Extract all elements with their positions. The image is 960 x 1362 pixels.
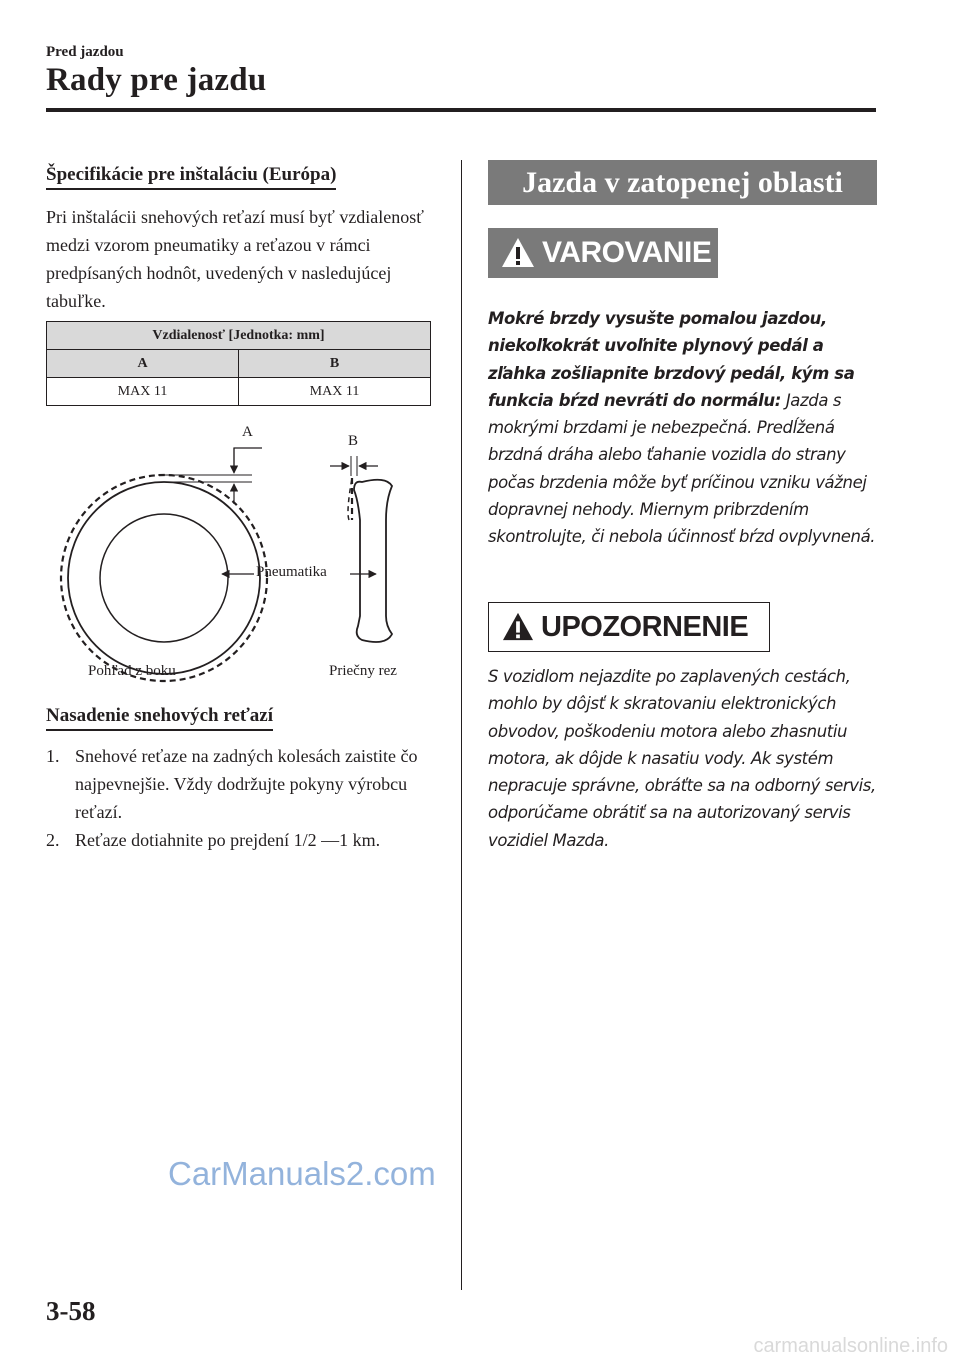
page-number: 3-58 <box>46 1296 96 1326</box>
list-item <box>46 742 446 826</box>
warning-content <box>488 305 883 551</box>
tire-chain-diagram <box>46 420 436 690</box>
snow-chain-figure <box>46 420 436 690</box>
warning-box <box>488 228 718 278</box>
label-tire: Pneumatika <box>256 564 327 580</box>
warning-label: VAROVANIE <box>542 236 712 269</box>
section-label: Pred jazdou <box>46 44 124 60</box>
label-side-view: Pohľad z boku <box>88 663 176 679</box>
warning-bold-text: Mokré brzdy vysušte pomalou jazdou, niekoľkokrát uvoľnite plynový pedál a zľahka zošliapnite brzdový pedál, kým sa funkcia bŕzd nevráti do normálu: <box>488 309 855 410</box>
list-item <box>46 826 415 854</box>
spec-table-col-a: A <box>47 350 239 378</box>
caution-triangle-icon <box>501 611 535 642</box>
spec-table-col-b: B <box>239 350 431 378</box>
section-banner: Jazda v zatopenej oblasti <box>488 160 877 205</box>
page-title: Rady pre jazdu <box>46 62 267 98</box>
spec-table <box>46 321 431 406</box>
step-text: Reťaze dotiahnite po prejdení 1/2 —1 km. <box>75 830 381 850</box>
spec-table-value-a: MAX 11 <box>47 378 239 406</box>
header-divider <box>46 108 876 112</box>
step-number: 2. <box>46 830 60 850</box>
column-divider <box>461 160 462 1290</box>
watermark: CarManuals2.com <box>168 1155 436 1192</box>
spec-table-value-b: MAX 11 <box>239 378 431 406</box>
spec-heading: Špecifikácie pre inštaláciu (Európa) <box>46 164 336 190</box>
caution-label: UPOZORNENIE <box>541 611 749 643</box>
label-b: B <box>348 433 359 449</box>
site-watermark: carmanualsonline.info <box>753 1335 948 1357</box>
spec-table-header: Vzdialenosť [Jednotka: mm] <box>47 322 431 350</box>
label-cross-section: Priečny rez <box>329 663 397 679</box>
mount-steps <box>46 742 446 854</box>
mount-heading: Nasadenie snehových reťazí <box>46 705 273 731</box>
caution-box <box>488 602 770 652</box>
warning-text: Jazda s mokrými brzdami je nebezpečná. Predĺžená brzdná dráha alebo ťahanie vozidla do strany počas brzdenia môže byť príčinou vzniku vážnej dopravnej nehody. Miernym pribrzdením skontrolujte, či nebola účinnosť bŕzd ovplyvnená. <box>488 390 876 547</box>
caution-text: S vozidlom nejazdite po zaplavených cestách, mohlo by dôjsť k skratovaniu elektronických obvodov, poškodeniu motora alebo zhasnutiu motora, ak dôjde k nasatiu vody. Ak systém nepracuje správne, obráťte sa na odborný servis, odporúčame obrátiť sa na autorizovaný servis vozidiel Mazda. <box>488 667 876 850</box>
spec-paragraph: Pri inštalácii snehových reťazí musí byť vzdialenosť medzi vzorom pneumatiky a reťazou v rámci predpísaných hodnôt, uvedených v nasledujúcej tabuľke. <box>46 207 424 311</box>
step-text: Snehové reťaze na zadných kolesách zaistite čo najpevnejšie. Vždy dodržujte pokyny výrobcu reťazí. <box>75 746 418 822</box>
step-number: 1. <box>46 746 60 766</box>
warning-triangle-icon <box>500 236 536 269</box>
label-a: A <box>242 424 253 440</box>
